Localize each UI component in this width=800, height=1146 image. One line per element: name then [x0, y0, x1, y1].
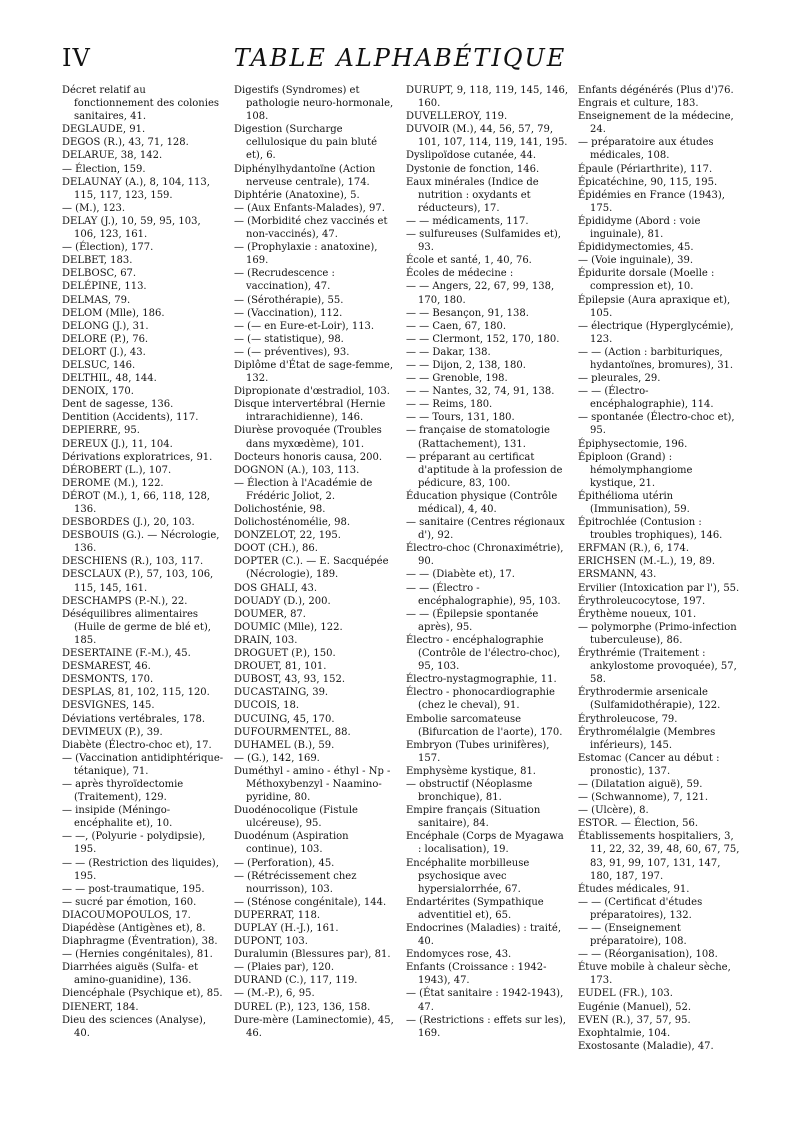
index-entry: — (Hernies congénitales), 81.	[62, 949, 213, 961]
index-entry: — (— préventives), 93.	[234, 346, 350, 358]
index-entry: Diphtérie (Anatoxine), 5.	[234, 189, 360, 201]
index-entry: DUPERRAT, 118.	[234, 909, 321, 921]
index-column-2	[234, 84, 396, 1040]
index-entry: Diapédèse (Antigènes et), 8.	[62, 923, 206, 934]
index-entry: DESPLAS, 81, 102, 115, 120.	[62, 687, 210, 699]
index-entry: Électro-nystagmographie, 11.	[406, 674, 557, 686]
index-entry: — polymorphe (Primo-infection tuberculeuse), 86.	[578, 621, 737, 646]
index-entry: Épiphysectomie, 196.	[578, 438, 688, 450]
index-entry: DUBOST, 43, 93, 152.	[234, 674, 346, 686]
index-entry: — (Vaccination), 112.	[234, 307, 343, 319]
index-entry: — — Caen, 67, 180.	[406, 320, 507, 332]
index-entry: — (Sténose congénitale), 144.	[234, 896, 387, 908]
index-entry: DUFOURMENTEL, 88.	[234, 726, 351, 738]
index-entry: ERSMANN, 43.	[578, 569, 657, 581]
index-entry: DROUET, 81, 101.	[234, 661, 327, 673]
index-entry: — (Perforation), 45.	[234, 857, 335, 869]
index-entry: Diencéphale (Psychique et), 85.	[62, 988, 223, 1000]
index-entry: Diabète (Électro-choc et), 17.	[62, 739, 212, 751]
index-entry: DEGOS (R.), 43, 71, 128.	[62, 137, 189, 149]
index-entry: Enfants (Croissance : 1942-1943), 47.	[406, 962, 547, 987]
index-entry: DESCLAUX (P.), 57, 103, 106, 115, 145, 161.	[62, 569, 214, 594]
index-entry: — (G.), 142, 169.	[234, 752, 320, 764]
index-entry: EUDEL (FR.), 103.	[578, 988, 673, 1000]
index-entry: DELSUC, 146.	[62, 359, 136, 371]
index-entry: Ervilier (Intoxication par l'), 55.	[578, 582, 740, 594]
index-entry: — (M.), 123.	[62, 202, 126, 214]
index-entry: Dure-mère (Laminectomie), 45, 46.	[234, 1014, 394, 1039]
index-entry: DOS GHALI, 43.	[234, 582, 318, 594]
index-entry: — (Élection), 177.	[62, 242, 154, 254]
index-entry: — — Nantes, 32, 74, 91, 138.	[406, 386, 555, 398]
index-entry: Enseignement de la médecine, 24.	[578, 111, 734, 136]
index-entry: DEPIERRE, 95.	[62, 425, 140, 437]
index-entry: — — (Diabète et), 17.	[406, 569, 515, 581]
index-entry: DUREL (P.), 123, 136, 158.	[234, 1001, 371, 1013]
index-entry: — —, (Polyurie - polydipsie), 195.	[62, 831, 206, 856]
index-entry: DOGNON (A.), 103, 113.	[234, 464, 360, 476]
index-entry: Épididyme (Abord : voie inguinale), 81.	[578, 215, 701, 241]
index-entry: Dent de sagesse, 136.	[62, 399, 174, 411]
index-entry: Enfants dégénérés (Plus d')76.	[578, 85, 734, 96]
index-entry: — — (Certificat d'études préparatoires), 132.	[578, 896, 703, 921]
index-entry: — (Prophylaxie : anatoxine), 169.	[234, 242, 378, 267]
index-entry: — — (Enseignement préparatoire), 108.	[578, 923, 687, 948]
index-entry: DOUMER, 87.	[234, 608, 306, 620]
index-entry: Épilepsie (Aura apraxique et), 105.	[578, 294, 731, 319]
index-entry: — — Clermont, 152, 170, 180.	[406, 333, 560, 345]
index-entry: Duméthyl - amino - éthyl - Np - Méthoxybenzyl - Naamino-pyridine, 80.	[234, 765, 391, 804]
index-entry: Électro - phonocardiographie (chez le cheval), 91.	[406, 687, 555, 712]
index-entry: — Élection, 159.	[62, 163, 146, 175]
index-entry: Endocrines (Maladies) : traité, 40.	[406, 923, 562, 948]
index-entry: Dolichosténomélie, 98.	[234, 517, 351, 529]
index-entry: Établissements hospitaliers, 3, 11, 22, 32, 39, 48, 60, 67, 75, 83, 91, 99, 107, 131, 147, 180, 187, 197.	[578, 831, 740, 882]
index-entry: Encéphale (Corps de Myagawa : localisation), 19.	[406, 831, 564, 856]
index-entry: — (Dilatation aiguë), 59.	[578, 778, 703, 790]
index-entry: ERICHSEN (M.-L.), 19, 89.	[578, 556, 715, 568]
index-entry: DUCASTAING, 39.	[234, 687, 329, 699]
index-entry: Dieu des sciences (Analyse), 40.	[62, 1014, 207, 1039]
index-entry: Eaux minérales (Indice de nutrition : oxydants et réducteurs), 17.	[406, 176, 539, 214]
index-entry: DESMONTS, 170.	[62, 674, 154, 686]
index-entry: Dolichosténie, 98.	[234, 504, 326, 515]
index-entry: Diurèse provoquée (Troubles dans myxœdème), 101.	[234, 425, 382, 450]
index-entry: Digestion (Surcharge cellulosique du pain bluté et), 6.	[234, 124, 378, 162]
index-entry: — (Plaies par), 120.	[234, 962, 335, 974]
index-entry: DEREUX (J.), 11, 104.	[62, 438, 173, 450]
index-entry: ERFMAN (R.), 6, 174.	[578, 543, 690, 555]
index-entry: Duodénum (Aspiration continue), 103.	[234, 831, 349, 856]
index-entry: — — (Réorganisation), 108.	[578, 949, 718, 961]
index-entry: Duralumin (Blessures par), 81.	[234, 949, 391, 961]
index-entry: — — Angers, 22, 67, 99, 138, 170, 180.	[406, 281, 555, 306]
index-entry: DEVIMEUX (P.), 39.	[62, 726, 163, 738]
index-entry: Épitrochlée (Contusion : troubles trophiques), 146.	[578, 517, 723, 542]
index-entry: Docteurs honoris causa, 200.	[234, 451, 383, 463]
index-entry: Décret relatif au fonctionnement des colonies sanitaires, 41.	[62, 85, 219, 123]
index-entry: Électro - encéphalographie (Contrôle de l'électro-choc), 95, 103.	[406, 634, 561, 673]
index-entry: Endomyces rose, 43.	[406, 949, 512, 961]
index-entry: DUCOIS, 18.	[234, 700, 299, 712]
index-entry: Empire français (Situation sanitaire), 84.	[406, 805, 541, 830]
index-entry: — obstructif (Néoplasme bronchique), 81.	[406, 778, 533, 804]
index-entry: DURAND (C.), 117, 119.	[234, 975, 358, 987]
index-entry: — (Schwannome), 7, 121.	[578, 792, 709, 804]
index-entry: DOUMIC (Mlle), 122.	[234, 621, 343, 633]
index-entry: Études médicales, 91.	[578, 883, 690, 895]
index-entry: Érythroleucocytose, 197.	[578, 595, 706, 607]
index-column-4	[578, 84, 740, 1053]
index-entry: DELOM (Mlle), 186.	[62, 307, 165, 319]
index-entry: — spontanée (Électro-choc et), 95.	[578, 412, 735, 437]
index-entry: — — Grenoble, 198.	[406, 373, 508, 385]
index-entry: Duodénocolique (Fistule ulcéreuse), 95.	[234, 805, 358, 830]
index-entry: DESCHIENS (R.), 103, 117.	[62, 556, 204, 568]
index-entry: Éducation physique (Contrôle médical), 4, 40.	[406, 490, 558, 515]
index-entry: DEROME (M.), 122.	[62, 477, 164, 489]
index-entry: DOPTER (C.). — E. Sacquépée (Nécrologie), 189.	[234, 556, 389, 581]
index-entry: Dipropionate d'œstradiol, 103.	[234, 386, 390, 398]
index-entry: — préparatoire aux études médicales, 108.	[578, 137, 714, 162]
page-header	[62, 44, 738, 78]
index-entry: — (Vaccination antidiphtérique-tétanique), 71.	[62, 752, 224, 777]
index-entry: — — Besançon, 91, 138.	[406, 307, 529, 319]
index-entry: DELMAS, 79.	[62, 294, 131, 306]
index-entry: — — Tours, 131, 180.	[406, 412, 515, 424]
index-entry: Érythrémie (Traitement : ankylostome provoquée), 57, 58.	[578, 648, 737, 686]
index-entry: Érythromélalgie (Membres inférieurs), 145.	[578, 726, 716, 751]
index-entry: DEGLAUDE, 91.	[62, 124, 146, 136]
index-entry: DELÉPINE, 113.	[62, 281, 147, 293]
index-entry: — pleurales, 29.	[578, 373, 661, 385]
index-entry: DURUPT, 9, 118, 119, 145, 146, 160.	[406, 85, 569, 110]
index-entry: DESBOUIS (G.). — Nécrologie, 136.	[62, 530, 220, 555]
index-entry: DUVELLEROY, 119.	[406, 111, 508, 123]
index-entry: Embryon (Tubes urinifères), 157.	[406, 739, 550, 764]
index-entry: — — post-traumatique, 195.	[62, 883, 205, 895]
index-entry: DELAY (J.), 10, 59, 95, 103, 106, 123, 161.	[62, 215, 201, 241]
index-entry: Érythème noueux, 101.	[578, 608, 697, 620]
index-entry: DELONG (J.), 31.	[62, 320, 149, 332]
index-entry: DROGUET (P.), 150.	[234, 648, 336, 660]
index-entry: DESBORDES (J.), 20, 103.	[62, 517, 195, 529]
index-entry: Embolie sarcomateuse (Bifurcation de l'aorte), 170.	[406, 713, 563, 738]
index-entry: DELORT (J.), 43.	[62, 346, 146, 358]
index-entry: — — Dijon, 2, 138, 180.	[406, 359, 526, 371]
index-entry: — après thyroïdectomie (Traitement), 129.	[62, 778, 184, 804]
index-entry: Épaule (Périarthrite), 117.	[578, 163, 713, 175]
index-entry: DELBOSC, 67.	[62, 268, 137, 280]
index-entry: — — (Action : barbituriques, hydantoïnes, bromures), 31.	[578, 346, 734, 371]
index-entry: DELARUE, 38, 142.	[62, 150, 163, 162]
index-entry: — — Dakar, 138.	[406, 346, 491, 358]
index-entry: DELAUNAY (A.), 8, 104, 113, 115, 117, 123, 159.	[62, 176, 210, 201]
index-entry: DÉROBERT (L.), 107.	[62, 464, 172, 476]
index-entry: Encéphalite morbilleuse psychosique avec hypersialorrhée, 67.	[406, 857, 530, 895]
index-entry: Dentition (Accidents), 117.	[62, 412, 199, 424]
index-entry: — sulfureuses (Sulfamides et), 93.	[406, 229, 561, 254]
index-entry: Épidémies en France (1943), 175.	[578, 189, 725, 214]
index-entry: — préparant au certificat d'aptitude à la profession de pédicure, 83, 100.	[406, 451, 563, 489]
index-entry: DESERTAINE (F.-M.), 45.	[62, 648, 191, 660]
index-entry: — (Rétrécissement chez nourrisson), 103.	[234, 870, 357, 895]
index-entry: — (Voie inguinale), 39.	[578, 255, 694, 267]
index-entry: — insipide (Méningo-encéphalite et), 10.	[62, 805, 173, 830]
index-entry: DUHAMEL (B.), 59.	[234, 739, 335, 751]
index-entry: — — (Électro-encéphalographie), 114.	[578, 386, 714, 411]
index-entry: — sucré par émotion, 160.	[62, 896, 197, 908]
index-entry: — (Sérothérapie), 55.	[234, 294, 344, 306]
index-entry: Électro-choc (Chronaximétrie), 90.	[406, 543, 564, 568]
index-entry: DESMAREST, 46.	[62, 661, 151, 673]
index-entry: Digestifs (Syndromes) et pathologie neuro-hormonale, 108.	[234, 85, 394, 123]
index-column-3	[406, 84, 568, 1040]
index-entry: DIACOUMOPOULOS, 17.	[62, 909, 191, 921]
index-column-1	[62, 84, 224, 1040]
index-entry: DUPLAY (H.-J.), 161.	[234, 923, 339, 934]
index-entry: DÉROT (M.), 1, 66, 118, 128, 136.	[62, 490, 210, 515]
index-entry: — (Aux Enfants-Malades), 97.	[234, 202, 385, 214]
index-entry: — — (Électro - encéphalographie), 95, 103.	[406, 582, 561, 607]
index-entry: Diarrhées aiguës (Sulfa- et amino-guanidine), 136.	[62, 962, 199, 987]
index-entry: — (Morbidité chez vaccinés et non-vaccinés), 47.	[234, 215, 388, 241]
index-entry: Estomac (Cancer au début : pronostic), 137.	[578, 752, 720, 777]
index-entry: — — (Épilepsie spontanée après), 95.	[406, 608, 539, 633]
index-entry: Érythroleucose, 79.	[578, 713, 678, 725]
index-entry: DELBET, 183.	[62, 255, 133, 267]
index-entry: DELTHIL, 48, 144.	[62, 373, 157, 385]
index-entry: DESCHAMPS (P.-N.), 22.	[62, 595, 188, 607]
index-entry: Déséquilibres alimentaires (Huile de germe de blé et), 185.	[62, 608, 211, 646]
index-entry: DUCUING, 45, 170.	[234, 713, 335, 725]
index-entry: Épicatéchine, 90, 115, 195.	[578, 176, 718, 188]
index-entry: Dystonie de fonction, 146.	[406, 163, 540, 175]
index-entry: — électrique (Hyperglycémie), 123.	[578, 320, 734, 345]
page-title: TABLE ALPHABÉTIQUE	[233, 44, 567, 72]
index-entry: Déviations vertébrales, 178.	[62, 713, 206, 725]
index-entry: Épidurite dorsale (Moelle : compression et), 10.	[578, 268, 715, 293]
index-entry: DOUADY (D.), 200.	[234, 595, 331, 607]
index-entry: Exostosante (Maladie), 47.	[578, 1040, 714, 1052]
index-entry: — (État sanitaire : 1942-1943), 47.	[406, 988, 564, 1013]
index-entry: Érythrodermie arsenicale (Sulfamidothérapie), 122.	[578, 687, 721, 712]
index-entry: Endartérites (Sympathique adventitiel et), 65.	[406, 896, 544, 921]
index-entry: — française de stomatologie (Rattachement), 131.	[406, 425, 550, 450]
index-entry: — (Recrudescence : vaccination), 47.	[234, 268, 335, 293]
index-entry: Exophtalmie, 104.	[578, 1027, 671, 1039]
index-entry: DIENERT, 184.	[62, 1001, 139, 1013]
index-entry: Écoles de médecine :	[406, 268, 514, 280]
index-entry: — (Restrictions : effets sur les), 169.	[406, 1014, 566, 1039]
index-entry: DUPONT, 103.	[234, 936, 308, 948]
index-entry: Eugénie (Manuel), 52.	[578, 1001, 692, 1013]
index-entry: Épiploon (Grand) : hémolymphangiome kystique, 21.	[578, 451, 693, 489]
index-entry: — — Reims, 180.	[406, 399, 493, 411]
index-entry: Diphénylhydantoïne (Action nerveuse centrale), 174.	[234, 163, 376, 188]
index-entry: DOOT (CH.), 86.	[234, 543, 318, 555]
index-entry: DRAIN, 103.	[234, 634, 298, 646]
index-entry: DONZELOT, 22, 195.	[234, 530, 341, 542]
index-entry: Étuve mobile à chaleur sèche, 173.	[578, 962, 731, 987]
index-entry: ESTOR. — Élection, 56.	[578, 818, 699, 830]
index-entry: DUVOIR (M.), 44, 56, 57, 79, 101, 107, 114, 119, 141, 195.	[406, 124, 568, 149]
index-entry: Dyslipoïdose cutanée, 44.	[406, 150, 537, 162]
index-entry: Épithélioma utérin (Immunisation), 59.	[578, 490, 690, 515]
index-entry: — — (Restriction des liquides), 195.	[62, 857, 219, 882]
index-columns	[62, 84, 738, 1134]
page-number: IV	[62, 44, 91, 72]
index-entry: Épididymectomies, 45.	[578, 242, 694, 254]
index-entry: Disque intervertébral (Hernie intrarachidienne), 146.	[234, 399, 386, 424]
index-entry: EVEN (R.), 37, 57, 95.	[578, 1014, 691, 1026]
index-entry: — — médicaments, 117.	[406, 215, 529, 227]
index-entry: Emphysème kystique, 81.	[406, 765, 536, 777]
index-entry: — (— statistique), 98.	[234, 333, 344, 345]
index-entry: Engrais et culture, 183.	[578, 98, 699, 110]
index-entry: Diaphragme (Éventration), 38.	[62, 936, 218, 948]
index-entry: DELORE (P.), 76.	[62, 333, 149, 345]
index-entry: — (— en Eure-et-Loir), 113.	[234, 320, 375, 332]
index-entry: — (Ulcère), 8.	[578, 805, 649, 817]
index-entry: DESVIGNES, 145.	[62, 700, 155, 712]
index-entry: Dérivations exploratrices, 91.	[62, 451, 213, 463]
index-entry: DENOIX, 170.	[62, 386, 134, 398]
index-entry: — (M.-P.), 6, 95.	[234, 988, 315, 1000]
index-entry: — sanitaire (Centres régionaux d'), 92.	[406, 517, 565, 542]
index-entry: — Élection à l'Académie de Frédéric Joliot, 2.	[234, 477, 373, 502]
index-entry: École et santé, 1, 40, 76.	[406, 255, 532, 267]
index-entry: Diplôme d'État de sage-femme, 132.	[234, 359, 394, 385]
